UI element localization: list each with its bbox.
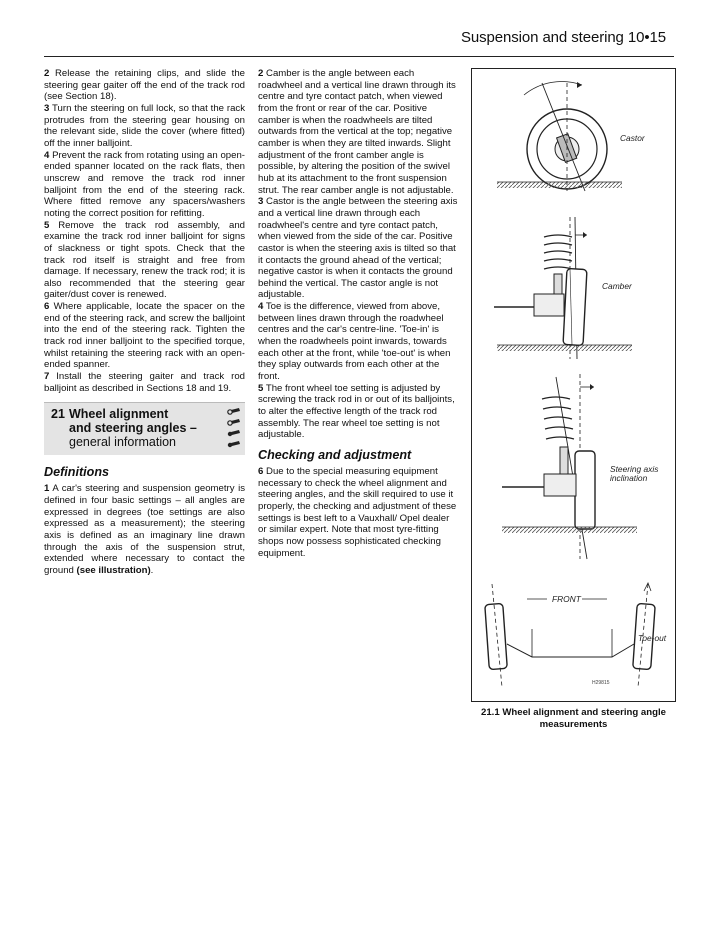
castor-label: Castor [620, 133, 645, 143]
paragraph-text: Castor is the angle between the steering axis and a vertical line drawn through each roadwheel's centre and tyre contact patch, when viewed from the side of the car. Positive castor is when the steering axis is tilted so that it contacts the ground ahead of the vertical; negative castor is when it contacts the ground behind the vertical. The castor angle is not adjustable. [258, 196, 458, 301]
paragraph-text: Due to the special measuring equipment necessary to check the wheel alignment and steering angles, and the skill required to use it properly, the checking and adjustment of these settings is best left to a Vauxhall/ Opel dealer or similar expert. Note that most tyre-fitting shops now possess sophisticated checking equipment. [258, 466, 457, 559]
paragraph-number: 3 [258, 196, 264, 208]
section-title-line3: general information [69, 435, 177, 450]
paragraph [44, 150, 245, 220]
paragraph [44, 371, 245, 394]
paragraph [44, 68, 245, 103]
paragraph-number: 5 [44, 219, 50, 231]
camber-diagram [494, 217, 633, 359]
checking-heading: Checking and adjustment [258, 448, 412, 462]
paragraph [258, 466, 459, 559]
paragraph-number: 4 [44, 149, 50, 161]
paragraph-text: Toe is the difference, viewed from above, between lines drawn through the roadwheel centres and the car's centre-line. 'Toe-in' is when the roadwheels point inwards, towards each other at the front, while 'toe-out' is when they splay outwards from each other at the front. [258, 301, 451, 383]
steering-axis-label-2: inclination [610, 473, 648, 483]
paragraph-number: 2 [258, 68, 264, 79]
castor-diagram [497, 82, 646, 191]
figure-caption-line2: measurements [539, 718, 608, 730]
paragraph-number: 1 [44, 483, 50, 495]
column-left [44, 68, 245, 577]
definitions-heading: Definitions [44, 465, 110, 480]
front-label: FRONT [552, 594, 581, 604]
paragraph-text: Release the retaining clips, and slide the steering gear gaiter off the end of the track rod (see Section 18). [44, 68, 245, 103]
spanner-difficulty-icon [227, 407, 242, 451]
paragraph-end: . [150, 564, 154, 576]
paragraph-text: Prevent the rack from rotating using an open-ended spanner located on the rack flats, then unscrew and remove the track rod inner balljoint from the end of the steering rack. Where fitted remove any spacers/washers noting the correct position for refitting. [44, 149, 245, 219]
page-header [44, 20, 674, 57]
paragraph [258, 196, 459, 301]
paragraph-text: Where applicable, locate the spacer on the end of the steering rack, and screw the balljoint into the end of the steering rack. Tighten the track rod inner balljoint to the specified torque, whilst retaining the steering rack with an open-ended spanner. [44, 301, 245, 371]
paragraph-number: 3 [44, 102, 50, 114]
toe-out-diagram [485, 583, 667, 687]
paragraph [258, 301, 459, 383]
column-middle [258, 68, 459, 559]
paragraph [258, 383, 459, 441]
section-number: 21 [51, 407, 65, 422]
wheel-alignment-illustration [472, 69, 675, 701]
paragraph-text: Turn the steering on full lock, so that the rack protrudes from the steering gear housing on the relevant side, slide the cover (where fitted) off the inner balljoint. [44, 102, 245, 149]
figure-reference: H29815 [592, 680, 610, 686]
page-title: Suspension and steering 10•15 [460, 29, 666, 46]
paragraph-text: A car's steering and suspension geometry is defined in four basic settings – all angles are expressed in degrees (toe settings are also expressed as a measurement); the steering axis is defined as an imaginary line drawn through the axis of the suspension strut, extended where necessary to contact the ground [44, 483, 245, 576]
paragraph-number: 7 [44, 371, 50, 383]
paragraph-text: The front wheel toe setting is adjusted by screwing the track rod in or out of its balljoints, to alter the effective length of the track rod assembly. The rear wheel toe setting is not adjustable. [258, 382, 455, 441]
paragraph [258, 68, 459, 196]
illustration-reference: (see illustration) [76, 564, 151, 576]
paragraph [44, 103, 245, 150]
paragraph-number: 6 [258, 466, 264, 477]
paragraph-number: 5 [258, 382, 264, 394]
paragraph-number: 2 [44, 68, 50, 79]
paragraph-text: Remove the track rod assembly, and examine the track rod inner balljoint for signs of slackness or tight spots. Check that the track rod itself is straight and free from damage. If necessary, renew the track rod; it is also recommended that the steering gear gaiter/dust cover is renewed. [44, 219, 245, 301]
paragraph-text: Camber is the angle between each roadwheel and a vertical line drawn through its centre and tyre contact patch, when viewed from the front or rear of the car. Positive camber is when the roadwheels are tilted outwards from the vertical at the top; negative camber is when they are tilted inwards. Slight adjustment of the front camber angle is possible, by altering the position of the swivel hub at its attachment to the front suspension strut. The rear camber angle is not adjustable. [258, 68, 456, 196]
section-heading-box [44, 402, 245, 455]
figure-box [471, 68, 676, 702]
figure-caption [471, 707, 676, 730]
figure-caption-line1: 21.1 Wheel alignment and steering angle [481, 707, 666, 718]
section-title-line1: Wheel alignment [69, 407, 169, 422]
paragraph-text: Install the steering gaiter and track rod balljoint as described in Sections 18 and 19. [44, 371, 245, 394]
camber-label: Camber [602, 281, 632, 291]
steering-axis-label-1: Steering axis [610, 464, 659, 474]
paragraph-number: 4 [258, 301, 264, 313]
paragraph-number: 6 [44, 301, 50, 313]
toe-out-label: Toe-out [638, 633, 667, 643]
paragraph [44, 301, 245, 371]
section-title-line2: and steering angles – [69, 421, 197, 436]
paragraph [44, 220, 245, 302]
paragraph [44, 483, 245, 576]
steering-axis-diagram [502, 374, 659, 559]
